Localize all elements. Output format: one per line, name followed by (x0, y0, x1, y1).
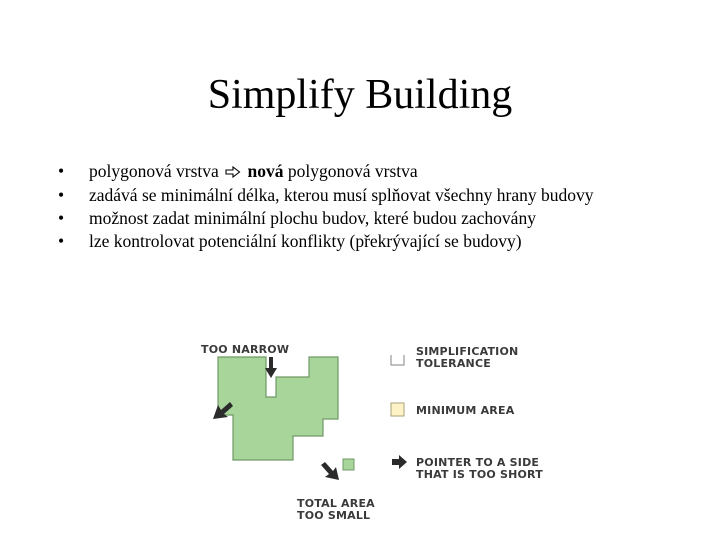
legend-tolerance-label: SIMPLIFICATION (416, 345, 519, 358)
too-narrow-arrow-icon (265, 357, 277, 378)
small-area-arrow-icon (321, 462, 339, 480)
bullet-text-before: polygonová vrstva (89, 161, 219, 181)
total-area-label: TOTAL AREA (297, 497, 375, 510)
small-building (343, 459, 354, 470)
bullet-dot: • (58, 185, 65, 205)
bullet-dot: • (58, 231, 65, 251)
bullet-text: možnost zadat minimální plochu budov, které budou zachovány (89, 208, 536, 228)
legend-pointer-arrow-icon (392, 455, 407, 469)
legend-tolerance-label-2: TOLERANCE (416, 357, 491, 370)
tolerance-bracket-icon (391, 355, 404, 365)
legend-pointer-label-2: THAT IS TOO SHORT (416, 468, 543, 481)
legend-min-area-label: MINIMUM AREA (416, 404, 515, 417)
bullet-text-after: polygonová vrstva (283, 161, 418, 181)
bullet-dot: • (58, 208, 65, 228)
bullet-list (58, 160, 648, 253)
too-narrow-label: TOO NARROW (201, 343, 290, 356)
bullet-item-2 (58, 184, 648, 207)
legend-min-area-swatch (391, 403, 404, 416)
bullet-text: lze kontrolovat potenciální konflikty (překrývající se budovy) (89, 231, 522, 251)
building-polygon (218, 357, 338, 460)
bullet-dot: • (58, 161, 65, 181)
short-side-arrow-icon (213, 402, 233, 419)
bullet-item-3 (58, 207, 648, 230)
bullet-item-1 (58, 160, 648, 184)
bullet-item-4 (58, 230, 648, 253)
bullet-bold-text: nová (247, 161, 284, 181)
too-small-label: TOO SMALL (297, 509, 371, 522)
outline-arrow-right-icon (225, 161, 241, 184)
page-title: Simplify Building (207, 72, 513, 118)
legend-pointer-label: POINTER TO A SIDE (416, 456, 540, 469)
bullet-text: zadává se minimální délka, kterou musí splňovat všechny hrany budovy (89, 185, 594, 205)
